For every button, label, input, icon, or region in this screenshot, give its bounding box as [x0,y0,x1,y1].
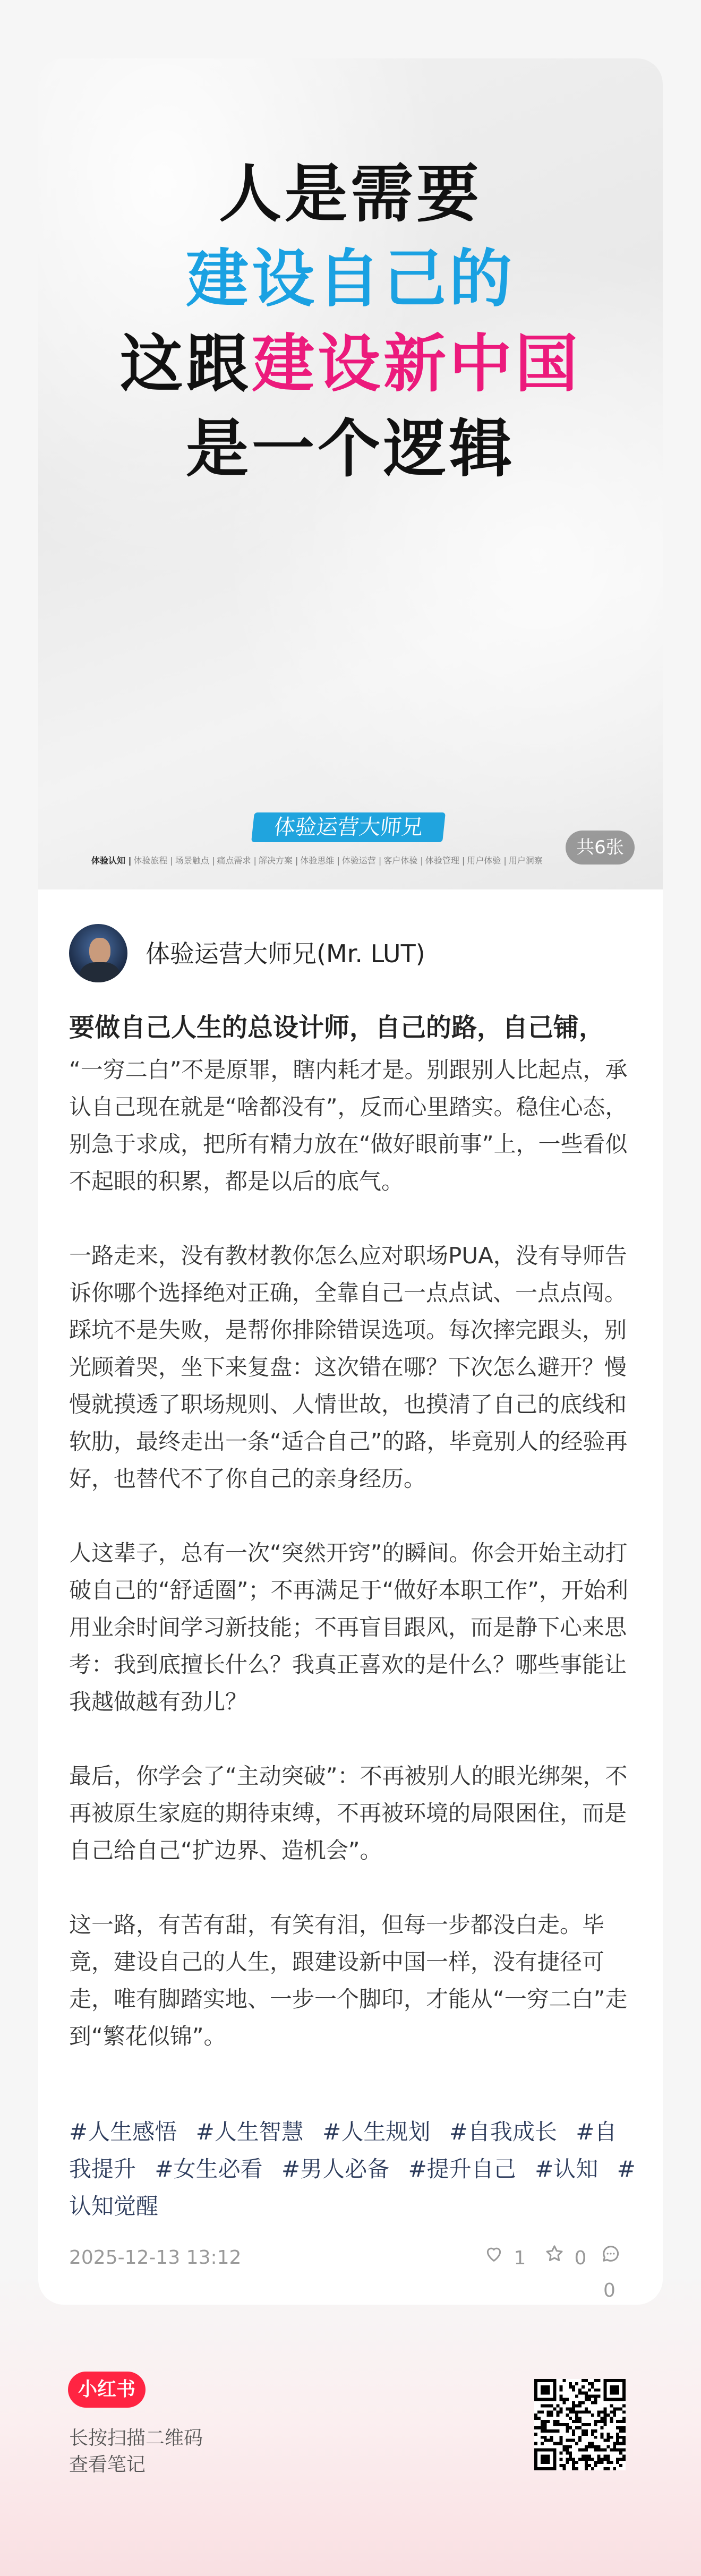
cover-tag: 体验认知 | [91,855,132,866]
hashtag-link[interactable]: #自我成长 [449,2119,557,2145]
hashtag-link[interactable]: #提升自己 [408,2156,516,2182]
image-count-badge: 共6张 [566,831,635,865]
cover-tags-strip [91,854,610,868]
collect-count: 0 [574,2247,587,2269]
hashtag-link[interactable]: #女生必看 [155,2156,263,2182]
hashtag-link[interactable]: #自我提升 [69,2119,617,2182]
xiaohongshu-logo: 小红书 [68,2372,146,2408]
cover-tag: 用户洞察 [508,855,543,866]
hashtag-link[interactable]: #男人必备 [281,2156,390,2182]
cover-title-segment: 是一个逻辑 [185,412,515,485]
hashtag-link[interactable]: #人生规划 [322,2119,431,2145]
comment-count: 0 [603,2280,615,2301]
cover-title-segment: 这跟 [119,327,252,400]
cover-tag: 体验思维 | [300,855,340,866]
hashtag-link[interactable]: #人生智慧 [195,2119,304,2145]
brand-badge: 体验运营大师兄 [251,812,446,842]
cover-title-line-2 [38,239,663,319]
paragraph: “一穷二白”不是原罪，瞎内耗才是。别跟别人比起点，承认自己现在就是“啥都没有”，反而心里踏实。稳住心态，别急于求成，把所有精力放在“做好眼前事”上，一些看似不起眼的积累，都是以后的底气。 [69,1057,628,1194]
author-row[interactable] [69,924,632,988]
hashtag-link[interactable]: #认知觉醒 [69,2156,636,2219]
meta-row [69,2242,632,2301]
hashtag-link[interactable]: #认知 [535,2156,599,2182]
footer-hint-line-1: 长按扫描二维码 [69,2427,203,2449]
paragraph: 这一路，有苦有甜，有笑有泪，但每一步都没白走。毕竟，建设自己的人生，跟建设新中国一样，没有捷径可走，唯有脚踏实地、一步一个脚印，才能从“一穷二白”走到“繁花似锦”。 [69,1912,628,2049]
collect-button[interactable] [544,2242,586,2274]
post-date: 2025-12-13 13:12 [69,2247,242,2269]
cover-title-segment: 建设自己的 [185,242,515,315]
cover-tag: 用户体验 | [467,855,507,866]
comment-bubble-icon [600,2243,621,2274]
star-icon [544,2243,565,2274]
comment-button[interactable] [600,2242,632,2301]
hashtag-link[interactable]: #人生感悟 [69,2119,177,2145]
cover-title-line-1 [38,154,663,234]
cover-tag: 体验旅程 | [133,855,173,866]
paragraph: 最后，你学会了“主动突破”：不再被别人的眼光绑架，不再被原生家庭的期待束缚，不再被环境的局限困住，而是自己给自己“扩边界、造机会”。 [69,1763,628,1863]
paragraph: 一路走来，没有教材教你怎么应对职场PUA，没有导师告诉你哪个选择绝对正确，全靠自己一点点试、一点点闯。踩坑不是失败，是帮你排除错误选项。每次摔完跟头，别光顾着哭，坐下来复盘：这次错在哪？下次怎么避开？慢慢就摸透了职场规则、人情世故，也摸清了自己的底线和软肋，最终走出一条“适合自己”的路，毕竟别人的经验再好，也替代不了你自己的亲身经历。 [69,1243,628,1492]
qr-code-icon[interactable] [534,2379,626,2470]
cover-title-line-3 [38,324,663,404]
cover-tag: 体验管理 | [425,855,465,866]
footer-hint-line-2: 查看笔记 [69,2454,146,2476]
hashtag-list [69,2113,637,2225]
cover-tag: 体验运营 | [341,855,382,866]
cover-image[interactable] [38,58,663,889]
post-body [69,1051,632,2092]
like-count: 1 [514,2247,526,2269]
cover-title-segment: 建设新中国 [252,327,582,400]
cover-tag: 场景触点 | [175,855,215,866]
like-button[interactable] [483,2242,526,2274]
cover-title-segment: 人是需要 [218,157,482,230]
heart-icon [483,2243,505,2274]
paragraph: 人这辈子，总有一次“突然开窍”的瞬间。你会开始主动打破自己的“舒适圈”；不再满足于“做好本职工作”，开始利用业余时间学习新技能；不再盲目跟风，而是静下心来思考：我到底擅长什么？我真正喜欢的是什么？哪些事能让我越做越有劲儿？ [69,1540,629,1715]
post-title: 要做自己人生的总设计师，自己的路，自己铺， [69,1013,605,1042]
cover-tag: 客户体验 | [383,855,423,866]
author-name[interactable]: 体验运营大师兄(Mr. LUT) [146,939,425,968]
note-card [38,58,663,2305]
cover-tag: 解决方案 | [258,855,298,866]
avatar[interactable] [69,924,127,982]
cover-title-line-4 [38,409,663,489]
cover-tag: 痛点需求 | [217,855,257,866]
footer [0,2358,701,2576]
